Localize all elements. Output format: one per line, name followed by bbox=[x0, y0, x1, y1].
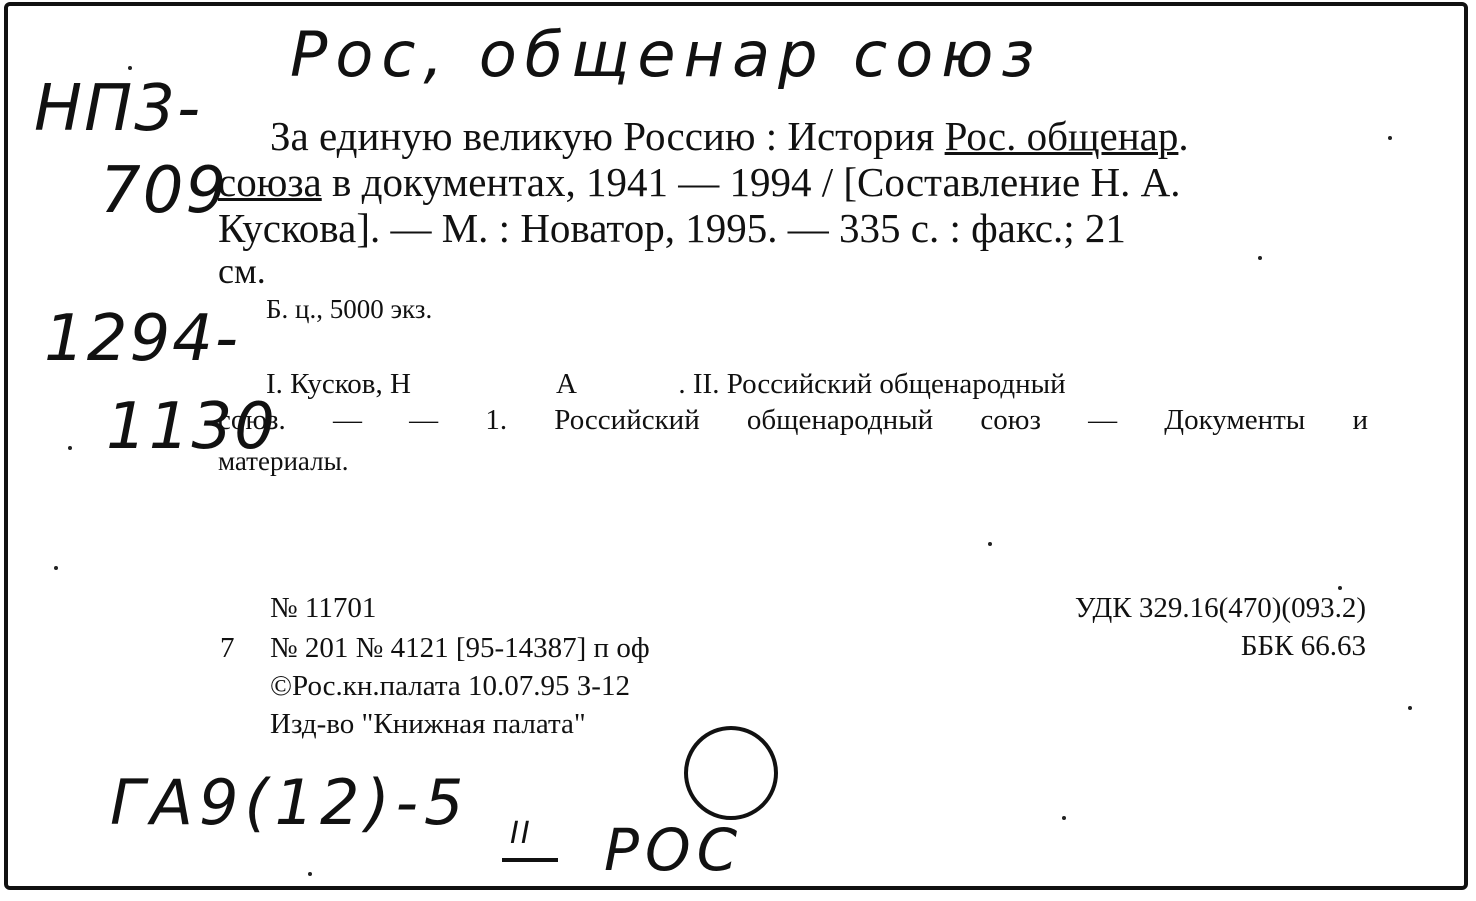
catalog-card bbox=[4, 2, 1468, 890]
handwritten-shelf-code-sub: II bbox=[510, 816, 532, 851]
scan-speck bbox=[54, 566, 58, 570]
subjects-line-2: союз. — — 1. Российский общенародный союз — Документы и bbox=[218, 404, 1368, 436]
footer-number: № 11701 bbox=[270, 592, 377, 624]
entry-line-2-text: в документах, 1941 — 1994 / [Составление Н. А. bbox=[321, 159, 1181, 205]
entry-line-2 bbox=[218, 158, 1180, 206]
handwritten-top-note: Рос, общенар союз bbox=[290, 18, 1043, 91]
entry-line-3: Кускова]. — М. : Новатор, 1995. — 335 с. : факс.; 21 bbox=[218, 205, 1126, 251]
entry-line-1-text: За единую великую Россию : История bbox=[270, 113, 945, 159]
scan-speck bbox=[128, 66, 132, 70]
footer-copyright: ©Рос.кн.палата 10.07.95 З-12 bbox=[270, 670, 630, 702]
entry-line-2-underlined: союза bbox=[218, 159, 322, 205]
scan-speck bbox=[1408, 706, 1412, 710]
scan-speck bbox=[308, 872, 312, 876]
handwritten-underline bbox=[502, 858, 558, 862]
handwritten-call-number-3: 1294- bbox=[44, 302, 240, 376]
handwritten-call-number-2: 709 bbox=[100, 154, 229, 228]
scan-speck bbox=[1388, 136, 1392, 140]
price-note: Б. ц., 5000 экз. bbox=[266, 294, 433, 324]
circle-stamp-icon bbox=[684, 726, 778, 820]
scan-speck bbox=[988, 542, 992, 546]
udk-code: УДК 329.16(470)(093.2) bbox=[1074, 592, 1366, 624]
entry-line-1-underlined: Рос. общенар bbox=[944, 113, 1179, 159]
handwritten-shelf-code: ГА9(12)-5 bbox=[110, 766, 470, 839]
entry-line-4: см. bbox=[218, 251, 266, 291]
handwritten-roc: РОС bbox=[604, 816, 744, 884]
subjects-line-3: материалы. bbox=[218, 446, 349, 476]
entry-line-1-end: . bbox=[1178, 113, 1189, 159]
scan-speck bbox=[1338, 586, 1342, 590]
scan-speck bbox=[1258, 256, 1262, 260]
entry-line-1 bbox=[270, 112, 1189, 160]
scan-speck bbox=[1062, 816, 1066, 820]
handwritten-call-number-4: 1130 bbox=[106, 390, 277, 464]
handwritten-call-number-1: НП3- bbox=[34, 72, 203, 146]
scan-speck bbox=[68, 446, 72, 450]
footer-index-7: 7 bbox=[220, 632, 235, 664]
subjects-line-1: I. Кусков, Н А . II. Российский общенародный bbox=[266, 368, 1066, 400]
footer-publisher: Изд-во "Книжная палата" bbox=[270, 708, 586, 740]
footer-line-2: № 201 № 4121 [95-14387] п оф bbox=[270, 632, 650, 664]
bbk-code: ББК 66.63 bbox=[1240, 630, 1366, 662]
